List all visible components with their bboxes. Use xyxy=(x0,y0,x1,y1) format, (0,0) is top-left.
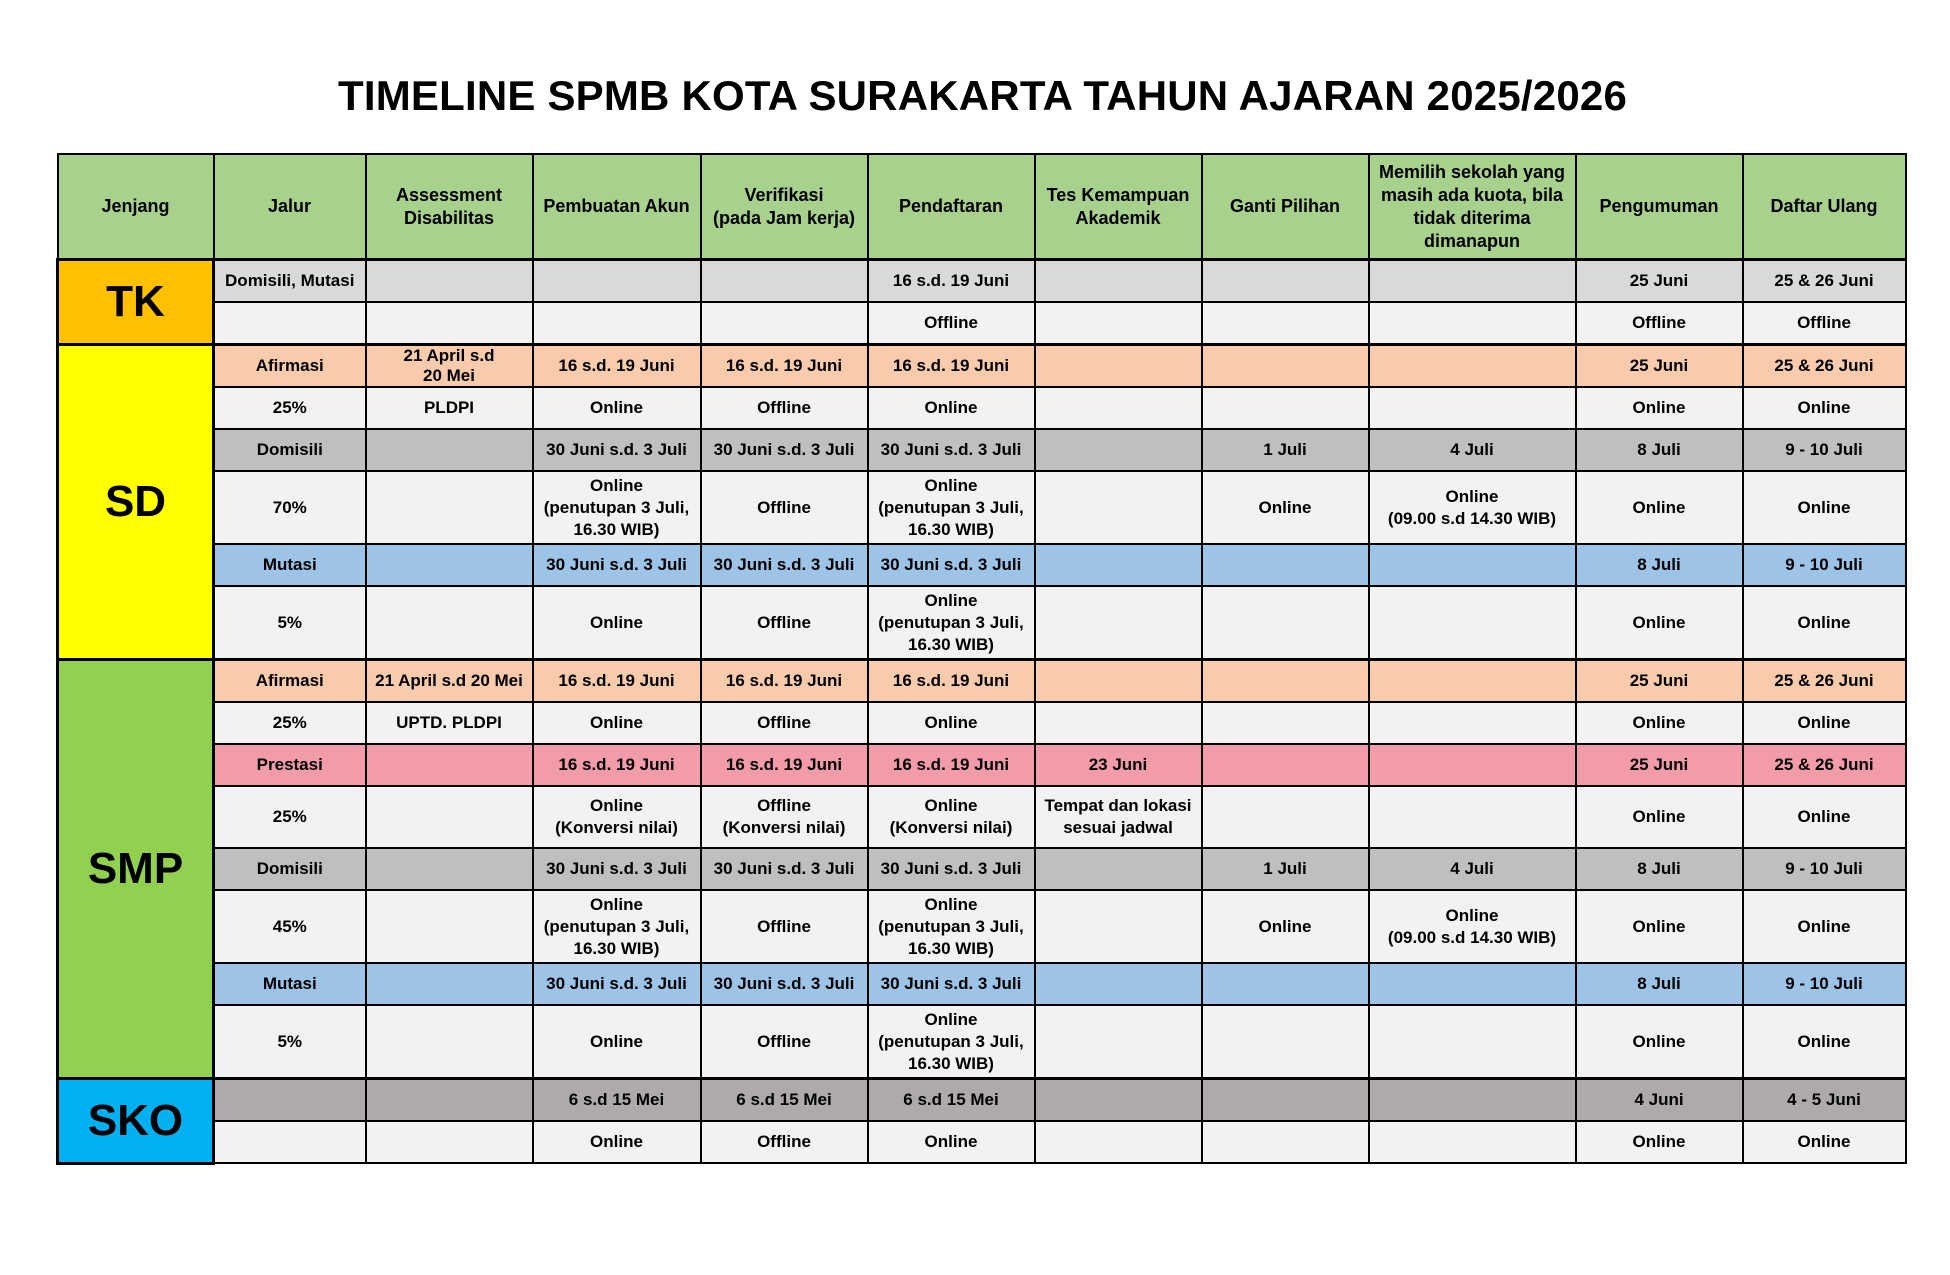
cell: Offline xyxy=(701,1121,868,1163)
cell: 21 April s.d 20 Mei xyxy=(366,345,533,388)
cell: 16 s.d. 19 Juni xyxy=(868,345,1035,388)
header-jalur: Jalur xyxy=(214,154,366,260)
cell: PLDPI xyxy=(366,387,533,429)
cell xyxy=(1202,1121,1369,1163)
cell: Online (penutupan 3 Juli, 16.30 WIB) xyxy=(868,890,1035,963)
cell: 1 Juli xyxy=(1202,429,1369,471)
cell xyxy=(1035,1079,1202,1122)
cell: 25% xyxy=(214,702,366,744)
cell: Offline xyxy=(701,387,868,429)
cell: Offline xyxy=(701,471,868,544)
cell: Offline xyxy=(1743,302,1906,345)
group-label-tk: TK xyxy=(58,260,214,345)
table-row xyxy=(58,260,1906,303)
cell: Online (09.00 s.d 14.30 WIB) xyxy=(1369,890,1576,963)
cell xyxy=(1202,963,1369,1005)
cell: Online xyxy=(533,702,701,744)
table-row xyxy=(58,302,1906,345)
cell: 25 Juni xyxy=(1576,744,1743,786)
table-row xyxy=(58,544,1906,586)
cell: Online xyxy=(868,387,1035,429)
cell: 6 s.d 15 Mei xyxy=(701,1079,868,1122)
table-row xyxy=(58,387,1906,429)
table-row xyxy=(58,471,1906,544)
cell xyxy=(1202,660,1369,703)
cell xyxy=(1202,302,1369,345)
header-memilih-sekolah: Memilih sekolah yang masih ada kuota, bila tidak diterima dimanapun xyxy=(1369,154,1576,260)
cell xyxy=(1035,302,1202,345)
cell xyxy=(366,1079,533,1122)
cell xyxy=(1035,963,1202,1005)
cell xyxy=(533,260,701,303)
cell: Offline xyxy=(1576,302,1743,345)
cell: 4 Juni xyxy=(1576,1079,1743,1122)
cell: Offline (Konversi nilai) xyxy=(701,786,868,848)
cell xyxy=(1202,744,1369,786)
cell: Online (penutupan 3 Juli, 16.30 WIB) xyxy=(868,1005,1035,1079)
cell xyxy=(366,260,533,303)
cell: 1 Juli xyxy=(1202,848,1369,890)
header-daftar-ulang: Daftar Ulang xyxy=(1743,154,1906,260)
cell: 8 Juli xyxy=(1576,429,1743,471)
cell: Online xyxy=(1202,471,1369,544)
cell: Online xyxy=(1743,586,1906,660)
cell: 16 s.d. 19 Juni xyxy=(701,744,868,786)
table-row xyxy=(58,660,1906,703)
group-label-sd: SD xyxy=(58,345,214,660)
cell xyxy=(1202,1079,1369,1122)
cell: 30 Juni s.d. 3 Juli xyxy=(868,963,1035,1005)
table-row xyxy=(58,890,1906,963)
cell xyxy=(366,848,533,890)
cell: Offline xyxy=(701,586,868,660)
cell: Online xyxy=(533,387,701,429)
cell xyxy=(701,260,868,303)
cell: 16 s.d. 19 Juni xyxy=(533,345,701,388)
cell: Mutasi xyxy=(214,544,366,586)
cell xyxy=(1035,702,1202,744)
cell: 25 & 26 Juni xyxy=(1743,660,1906,703)
cell: Online (penutupan 3 Juli, 16.30 WIB) xyxy=(533,890,701,963)
cell xyxy=(366,429,533,471)
cell xyxy=(1035,471,1202,544)
cell xyxy=(366,1121,533,1163)
cell xyxy=(1369,544,1576,586)
cell: Online xyxy=(1743,471,1906,544)
cell: Online xyxy=(1743,1005,1906,1079)
cell xyxy=(1035,429,1202,471)
cell: Afirmasi xyxy=(214,660,366,703)
table-row xyxy=(58,1121,1906,1163)
cell xyxy=(1202,544,1369,586)
cell: 25 & 26 Juni xyxy=(1743,260,1906,303)
cell: 8 Juli xyxy=(1576,848,1743,890)
cell xyxy=(1202,387,1369,429)
cell xyxy=(1369,660,1576,703)
cell: 30 Juni s.d. 3 Juli xyxy=(533,963,701,1005)
cell xyxy=(1035,544,1202,586)
cell: 30 Juni s.d. 3 Juli xyxy=(533,429,701,471)
header-pembuatan-akun: Pembuatan Akun xyxy=(533,154,701,260)
cell xyxy=(366,471,533,544)
cell xyxy=(1035,848,1202,890)
cell: 21 April s.d 20 Mei xyxy=(366,660,533,703)
cell: Online xyxy=(1576,890,1743,963)
cell xyxy=(1202,786,1369,848)
cell: Afirmasi xyxy=(214,345,366,388)
table-row xyxy=(58,702,1906,744)
cell: Online xyxy=(533,1121,701,1163)
cell: Online (penutupan 3 Juli, 16.30 WIB) xyxy=(868,471,1035,544)
cell: Online xyxy=(1576,1121,1743,1163)
cell: Offline xyxy=(701,702,868,744)
cell: 4 Juli xyxy=(1369,429,1576,471)
cell: 25 & 26 Juni xyxy=(1743,345,1906,388)
cell xyxy=(1035,586,1202,660)
cell: 9 - 10 Juli xyxy=(1743,429,1906,471)
cell: 4 Juli xyxy=(1369,848,1576,890)
cell: 30 Juni s.d. 3 Juli xyxy=(701,544,868,586)
cell xyxy=(1035,890,1202,963)
cell: 70% xyxy=(214,471,366,544)
cell: 30 Juni s.d. 3 Juli xyxy=(868,848,1035,890)
cell: 16 s.d. 19 Juni xyxy=(701,345,868,388)
cell: Online xyxy=(868,1121,1035,1163)
cell: 4 - 5 Juni xyxy=(1743,1079,1906,1122)
cell: 30 Juni s.d. 3 Juli xyxy=(701,963,868,1005)
cell: 25% xyxy=(214,786,366,848)
table-row xyxy=(58,1079,1906,1122)
header-assessment: Assessment Disabilitas xyxy=(366,154,533,260)
table-row xyxy=(58,1005,1906,1079)
cell: Online xyxy=(1202,890,1369,963)
cell: 23 Juni xyxy=(1035,744,1202,786)
cell: 25 & 26 Juni xyxy=(1743,744,1906,786)
table-row xyxy=(58,786,1906,848)
cell: Online xyxy=(1576,586,1743,660)
group-label-smp: SMP xyxy=(58,660,214,1079)
header-ganti-pilihan: Ganti Pilihan xyxy=(1202,154,1369,260)
header-jenjang: Jenjang xyxy=(58,154,214,260)
cell xyxy=(366,302,533,345)
cell: 8 Juli xyxy=(1576,544,1743,586)
cell: Offline xyxy=(701,1005,868,1079)
cell: 45% xyxy=(214,890,366,963)
cell xyxy=(1035,345,1202,388)
cell: 30 Juni s.d. 3 Juli xyxy=(701,848,868,890)
cell: Online (penutupan 3 Juli, 16.30 WIB) xyxy=(868,586,1035,660)
cell: 9 - 10 Juli xyxy=(1743,963,1906,1005)
cell xyxy=(1202,345,1369,388)
cell xyxy=(366,786,533,848)
cell xyxy=(1369,260,1576,303)
cell: 30 Juni s.d. 3 Juli xyxy=(701,429,868,471)
cell: 9 - 10 Juli xyxy=(1743,848,1906,890)
cell xyxy=(366,586,533,660)
cell: Online xyxy=(1743,387,1906,429)
cell: 16 s.d. 19 Juni xyxy=(868,260,1035,303)
cell xyxy=(1202,1005,1369,1079)
cell: 16 s.d. 19 Juni xyxy=(533,660,701,703)
cell: Online xyxy=(868,702,1035,744)
cell: Online xyxy=(1576,1005,1743,1079)
table-row xyxy=(58,744,1906,786)
cell: 6 s.d 15 Mei xyxy=(533,1079,701,1122)
cell: Offline xyxy=(868,302,1035,345)
cell xyxy=(1035,1121,1202,1163)
cell xyxy=(1369,387,1576,429)
timeline-table xyxy=(56,153,1907,1165)
cell xyxy=(1369,1121,1576,1163)
cell: 25% xyxy=(214,387,366,429)
cell: 30 Juni s.d. 3 Juli xyxy=(868,429,1035,471)
cell xyxy=(1369,1079,1576,1122)
cell: Domisili xyxy=(214,429,366,471)
cell xyxy=(1369,702,1576,744)
cell: Online xyxy=(1576,471,1743,544)
cell xyxy=(1035,387,1202,429)
cell xyxy=(214,1079,366,1122)
cell xyxy=(1035,1005,1202,1079)
cell: Online xyxy=(1743,1121,1906,1163)
cell: 5% xyxy=(214,1005,366,1079)
cell xyxy=(1369,345,1576,388)
header-row xyxy=(58,154,1906,260)
cell xyxy=(214,1121,366,1163)
cell xyxy=(1035,660,1202,703)
cell: Domisili, Mutasi xyxy=(214,260,366,303)
cell: Online xyxy=(1743,702,1906,744)
cell: 30 Juni s.d. 3 Juli xyxy=(868,544,1035,586)
cell: UPTD. PLDPI xyxy=(366,702,533,744)
cell: 25 Juni xyxy=(1576,345,1743,388)
cell: 25 Juni xyxy=(1576,260,1743,303)
cell: 16 s.d. 19 Juni xyxy=(701,660,868,703)
cell xyxy=(1035,260,1202,303)
cell xyxy=(366,963,533,1005)
cell xyxy=(1202,702,1369,744)
header-pendaftaran: Pendaftaran xyxy=(868,154,1035,260)
cell: 16 s.d. 19 Juni xyxy=(868,744,1035,786)
cell: Online (Konversi nilai) xyxy=(533,786,701,848)
cell xyxy=(1369,586,1576,660)
header-pengumuman: Pengumuman xyxy=(1576,154,1743,260)
cell xyxy=(366,544,533,586)
cell xyxy=(701,302,868,345)
table-row xyxy=(58,963,1906,1005)
cell: 16 s.d. 19 Juni xyxy=(533,744,701,786)
cell: Online (09.00 s.d 14.30 WIB) xyxy=(1369,471,1576,544)
cell: Mutasi xyxy=(214,963,366,1005)
cell: Online xyxy=(1743,786,1906,848)
group-label-sko: SKO xyxy=(58,1079,214,1164)
cell: 25 Juni xyxy=(1576,660,1743,703)
cell xyxy=(366,744,533,786)
cell: Prestasi xyxy=(214,744,366,786)
table-row xyxy=(58,345,1906,388)
cell: 16 s.d. 19 Juni xyxy=(868,660,1035,703)
cell xyxy=(366,1005,533,1079)
cell: Online xyxy=(1576,387,1743,429)
cell xyxy=(1369,786,1576,848)
cell: 6 s.d 15 Mei xyxy=(868,1079,1035,1122)
cell: 5% xyxy=(214,586,366,660)
cell: Online xyxy=(1743,890,1906,963)
cell: 8 Juli xyxy=(1576,963,1743,1005)
cell: Online xyxy=(533,1005,701,1079)
table-row xyxy=(58,429,1906,471)
cell xyxy=(533,302,701,345)
page-title: TIMELINE SPMB KOTA SURAKARTA TAHUN AJARAN 2025/2026 xyxy=(337,72,1628,119)
cell: Online xyxy=(1576,702,1743,744)
cell: Offline xyxy=(701,890,868,963)
cell xyxy=(1369,302,1576,345)
cell xyxy=(1202,260,1369,303)
cell: Online xyxy=(533,586,701,660)
table-row xyxy=(58,848,1906,890)
cell: Online xyxy=(1576,786,1743,848)
header-verifikasi: Verifikasi (pada Jam kerja) xyxy=(701,154,868,260)
cell xyxy=(214,302,366,345)
cell xyxy=(1369,1005,1576,1079)
cell: 30 Juni s.d. 3 Juli xyxy=(533,544,701,586)
cell xyxy=(1369,963,1576,1005)
cell: Online (Konversi nilai) xyxy=(868,786,1035,848)
cell xyxy=(1369,744,1576,786)
cell xyxy=(366,890,533,963)
cell xyxy=(1202,586,1369,660)
cell: Online (penutupan 3 Juli, 16.30 WIB) xyxy=(533,471,701,544)
cell: 9 - 10 Juli xyxy=(1743,544,1906,586)
header-tes-kemampuan: Tes Kemampuan Akademik xyxy=(1035,154,1202,260)
cell: Tempat dan lokasi sesuai jadwal xyxy=(1035,786,1202,848)
table-row xyxy=(58,586,1906,660)
cell: 30 Juni s.d. 3 Juli xyxy=(533,848,701,890)
cell: Domisili xyxy=(214,848,366,890)
